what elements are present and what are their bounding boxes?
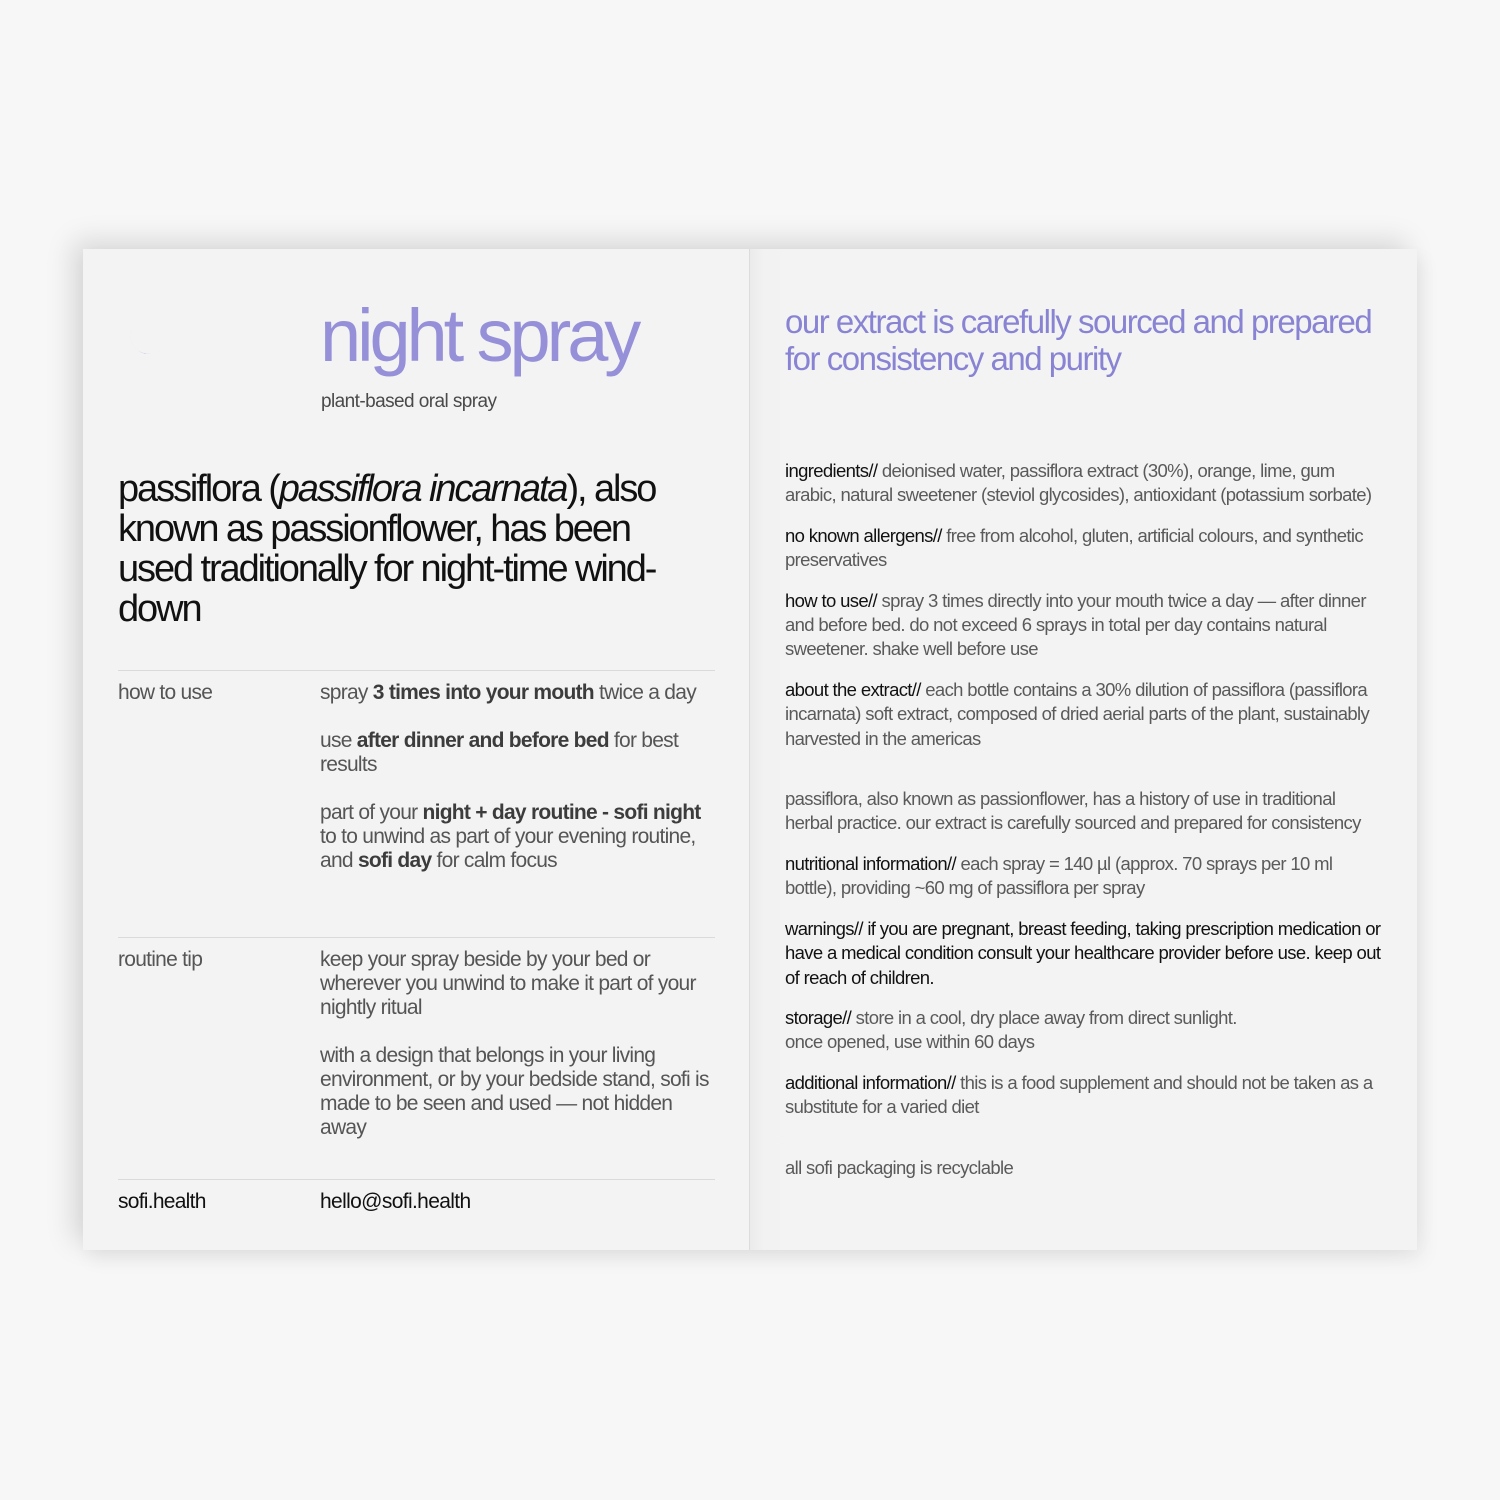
spec-about-extract: about the extract// each bottle contains a 30% dilution of passiflora (passiflora incarnata) soft extract, composed of dried aerial parts of the plant, sustainably harvested in the americas <box>785 678 1370 749</box>
paragraph: use after dinner and before bed for best results <box>320 729 679 776</box>
spec-ingredients: ingredients// deionised water, passiflora extract (30%), orange, lime, gum arabic, natural sweetener (steviol glycosides), antioxidant (potassium sorbate) <box>785 460 1372 506</box>
lead-statement: passiflora (passiflora incarnata), also known as passionflower, has been used traditionally for night-time wind-down <box>118 468 656 630</box>
paragraph: part of your night + day routine - sofi night to to unwind as part of your evening routine, and sofi day for calm focus <box>320 801 701 872</box>
moon-icon <box>123 321 161 359</box>
info-label: routine tip <box>118 948 203 971</box>
website-link[interactable]: sofi.health <box>118 1190 206 1213</box>
spec-warnings: warnings// if you are pregnant, breast feeding, taking prescription medication or have a medical condition consult your healthcare provider before use. keep out of reach of children. <box>785 917 1381 988</box>
info-row-how-to-use <box>118 670 715 937</box>
right-page <box>750 249 1417 1250</box>
info-table <box>118 670 715 1240</box>
spec-storage: storage// store in a cool, dry place away from direct sunlight. once opened, use within 60 days <box>785 1006 1237 1053</box>
spec-nutrition: nutritional information// each spray = 140 µl (approx. 70 sprays per 10 ml bottle), providing ~60 mg of passiflora per spray <box>785 852 1333 899</box>
contact-row <box>118 1179 715 1240</box>
latin-name: passiflora incarnata <box>278 468 567 510</box>
left-page <box>83 249 750 1250</box>
spec-history: passiflora, also known as passionflower, has a history of use in traditional herbal practice. our extract is carefully sourced and prepared for consistency <box>785 788 1361 834</box>
paragraph: with a design that belongs in your living environment, or by your bedside stand, sofi is made to be seen and used — not hidden away <box>320 1044 709 1139</box>
info-body <box>320 671 715 937</box>
recycling-note: all sofi packaging is recyclable <box>785 1156 1014 1178</box>
paragraph: spray 3 times into your mouth twice a day <box>320 681 696 704</box>
product-title: night spray <box>320 294 638 377</box>
product-specs <box>785 459 1385 1196</box>
email-link[interactable]: hello@sofi.health <box>320 1190 471 1213</box>
info-row-routine-tip <box>118 937 715 1179</box>
info-label: how to use <box>118 681 213 704</box>
sourcing-heading: our extract is carefully sourced and prepared for consistency and purity <box>785 303 1372 377</box>
info-body <box>320 938 715 1179</box>
spec-additional: additional information// this is a food supplement and should not be taken as a substitute for a varied diet <box>785 1071 1373 1118</box>
product-subtitle: plant-based oral spray <box>321 391 497 412</box>
leaflet-spread <box>83 249 1417 1250</box>
spec-allergens: no known allergens// free from alcohol, gluten, artificial colours, and synthetic preservatives <box>785 524 1363 571</box>
spec-how-to-use: how to use// spray 3 times directly into your mouth twice a day — after dinner and before bed. do not exceed 6 sprays in total per day contains natural sweetener. shake well before use <box>785 589 1366 660</box>
paragraph: keep your spray beside by your bed or wherever you unwind to make it part of your nightly ritual <box>320 948 696 1019</box>
